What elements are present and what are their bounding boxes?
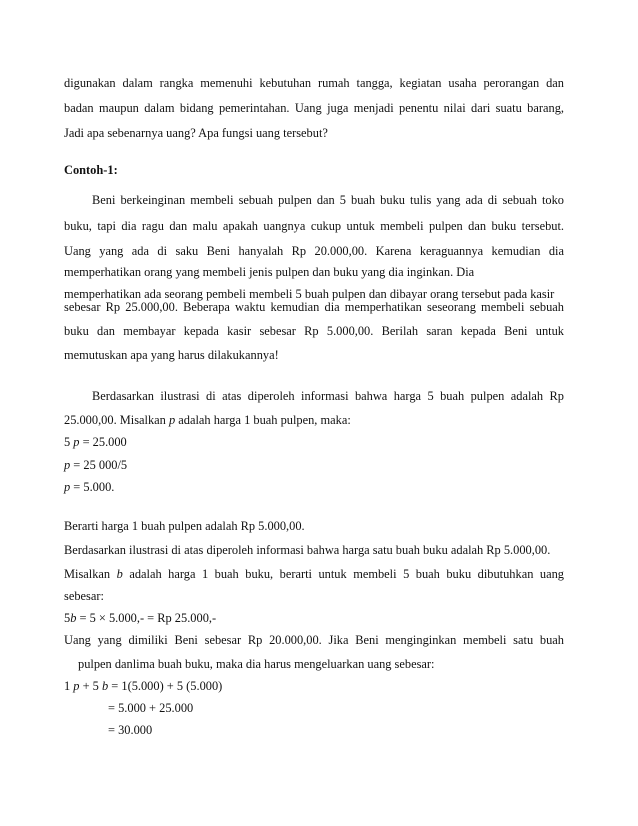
intro-line-1: digunakan dalam rangka memenuhi kebutuhan rumah tangga, kegiatan usaha perorangan dan xyxy=(64,76,564,90)
variable-p: p xyxy=(64,458,71,472)
example-line-3: Uang yang ada di saku Beni hanyalah Rp 20.000,00. Karena keraguannya kemudian dia xyxy=(64,244,564,258)
variable-p: p xyxy=(64,480,71,494)
variable-b: b xyxy=(101,679,109,693)
example-line-2: buku, tapi dia ragu dan malu apakah uangnya cukup untuk membeli pulpen dan buku tersebut. xyxy=(64,219,564,233)
variable-p: p xyxy=(73,679,80,693)
solution-line-2 xyxy=(64,412,351,428)
intro-line-2: badan maupun dalam bidang pemerintahan. Uang juga menjadi penentu nilai dari suatu barang, xyxy=(64,101,564,115)
conclusion-line-4: sebesar: xyxy=(64,589,104,603)
conclusion-line-3 xyxy=(64,566,564,582)
conclusion-line-6: Uang yang dimiliki Beni sebesar Rp 20.000,00. Jika Beni menginginkan membeli satu buah xyxy=(64,633,564,647)
equation-1 xyxy=(64,434,127,450)
solution-line-1: Berdasarkan ilustrasi di atas diperoleh informasi bahwa harga 5 buah pulpen adalah Rp xyxy=(92,389,564,403)
example-line-8: memutuskan apa yang harus dilakukannya! xyxy=(64,348,279,362)
variable-b: b xyxy=(70,611,77,625)
conclusion-line-7: pulpen danlima buah buku, maka dia harus mengeluarkan uang sebesar: xyxy=(78,657,435,671)
example-heading: Contoh-1: xyxy=(64,163,118,177)
eq3-rhs: = 5.000. xyxy=(70,480,115,494)
eq1-coef: 5 xyxy=(64,435,74,449)
eq5-coef: 1 xyxy=(64,679,74,693)
eq5-plus: + 5 xyxy=(79,679,102,693)
conclusion-line-2: Berdasarkan ilustrasi di atas diperoleh informasi bahwa harga satu buah buku adalah Rp 5.000,00. xyxy=(64,543,551,557)
equation-5 xyxy=(64,678,222,694)
c3-rest: adalah harga 1 buah buku, berarti untuk membeli 5 buah buku dibutuhkan uang xyxy=(122,567,564,581)
equation-4 xyxy=(64,610,216,626)
eq1-rhs: = 25.000 xyxy=(79,435,127,449)
solution-line-2-rest: adalah harga 1 buah pulpen, maka: xyxy=(175,413,351,427)
equation-2 xyxy=(64,457,127,473)
intro-line-3: Jadi apa sebenarnya uang? Apa fungsi uang tersebut? xyxy=(64,126,328,140)
example-line-6: sebesar Rp 25.000,00. Beberapa waktu kemudian dia memperhatikan seseorang membeli sebuah xyxy=(64,300,564,314)
conclusion-line-1: Berarti harga 1 buah pulpen adalah Rp 5.000,00. xyxy=(64,519,305,533)
example-line-1: Beni berkeinginan membeli sebuah pulpen dan 5 buah buku tulis yang ada di sebuah toko xyxy=(92,193,564,207)
example-line-5: memperhatikan ada seorang pembeli membeli 5 buah pulpen dan dibayar orang tersebut pada kasir xyxy=(64,287,555,301)
eq5-rhs: = 1(5.000) + 5 (5.000) xyxy=(108,679,223,693)
example-line-4: memperhatikan orang yang membeli jenis pulpen dan buku yang dia inginkan. Dia xyxy=(64,265,475,279)
solution-line-2-text: 25.000,00. Misalkan xyxy=(64,413,169,427)
eq4-coef: 5 xyxy=(64,611,71,625)
variable-p: p xyxy=(73,435,80,449)
equation-7: = 30.000 xyxy=(108,723,153,737)
equation-3 xyxy=(64,479,114,495)
variable-b: b xyxy=(116,567,123,581)
eq2-rhs: = 25 000/5 xyxy=(70,458,128,472)
equation-6: = 5.000 + 25.000 xyxy=(108,701,194,715)
eq4-rhs: = 5 × 5.000,- = Rp 25.000,- xyxy=(76,611,217,625)
variable-p: p xyxy=(168,413,176,427)
c3-text: Misalkan xyxy=(64,567,117,581)
example-line-7: buku dan membayar kepada kasir sebesar Rp 5.000,00. Berilah saran kepada Beni untuk xyxy=(64,324,564,338)
